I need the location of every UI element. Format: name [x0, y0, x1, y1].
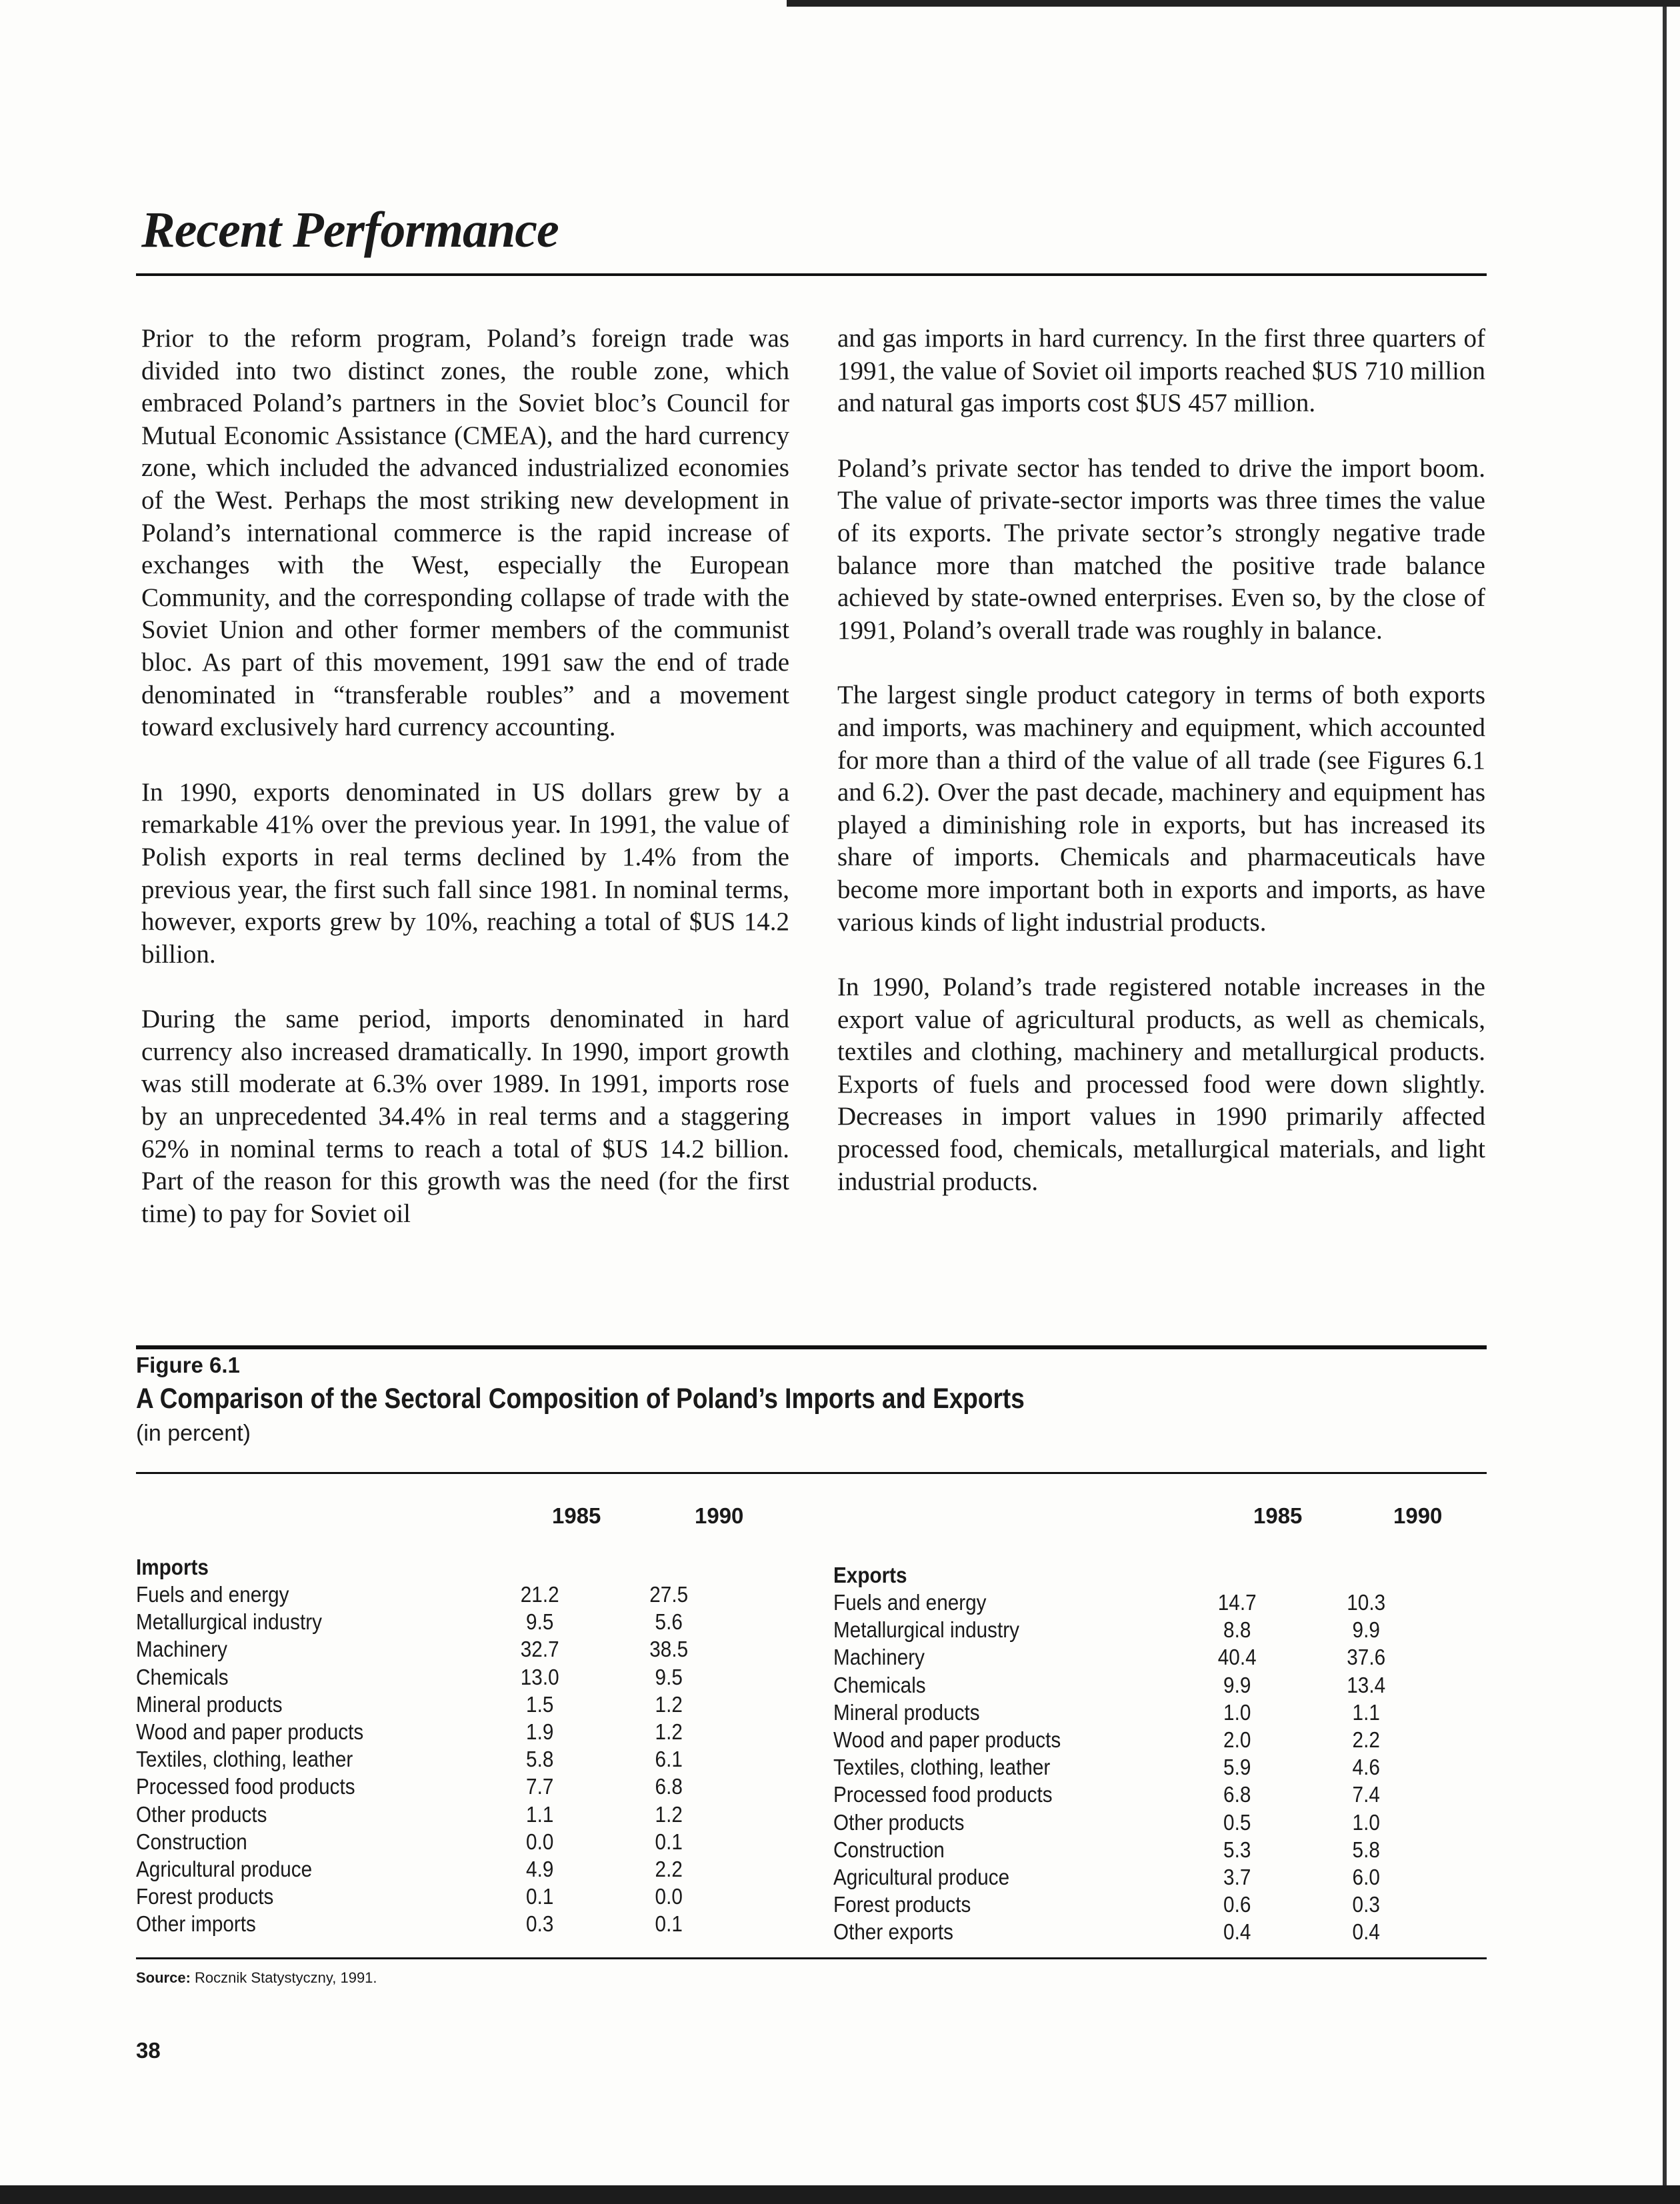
value-1990-cell: 1.2: [655, 1719, 683, 1744]
imports-table-row: [136, 1663, 683, 1691]
category-cell: Metallurgical industry: [136, 1609, 322, 1635]
exports-year-header-1990: 1990: [1393, 1503, 1443, 1528]
imports-table-row: [136, 1718, 683, 1745]
value-1990-cell: 0.3: [1352, 1892, 1380, 1917]
value-1985-cell: 3.7: [1223, 1865, 1251, 1889]
paragraph: and gas imports in hard currency. In the first three quarters of 1991, the value of Soviet oil imports reached $US 710 million and natural gas imports cost $US 457 million.: [837, 324, 1485, 418]
imports-table-row: [136, 1691, 683, 1718]
value-1985-cell: 1.1: [526, 1801, 554, 1827]
value-1990-cell: 4.6: [1352, 1755, 1380, 1780]
value-1990-cell: 5.6: [655, 1609, 683, 1635]
imports-heading-row: [136, 1553, 676, 1581]
exports-table-row: [833, 1753, 1380, 1781]
section-title: Recent Performance: [141, 202, 559, 258]
paragraph: In 1990, exports denominated in US dollars grew by a remarkable 41% over the previous year. In 1991, the value of Polish exports in real terms declined by 1.4% from the previous year, the first such fall since 1981. In nominal terms, however, exports grew by 10%, reaching a total of $US 14.2 billion.: [141, 777, 789, 969]
source-label: Source:: [136, 1969, 191, 1986]
exports-table-row: [833, 1891, 1380, 1918]
value-1985-cell: 5.3: [1223, 1837, 1251, 1862]
figure-subtitle: (in percent): [136, 1421, 251, 1446]
imports-table-row: [136, 1883, 683, 1910]
category-cell: Textiles, clothing, leather: [136, 1747, 353, 1772]
value-1990-cell: 1.2: [655, 1691, 683, 1717]
value-1985-cell: 32.7: [520, 1637, 559, 1662]
value-1990-cell: 1.0: [1352, 1809, 1380, 1835]
imports-table-row: [136, 1855, 683, 1883]
value-1985-cell: 2.0: [1223, 1727, 1251, 1752]
source-text: Rocznik Statystyczny, 1991.: [195, 1969, 377, 1986]
category-cell: Processed food products: [136, 1774, 355, 1799]
scan-edge-bottom: [0, 2185, 1680, 2204]
value-1985-cell: 0.6: [1223, 1892, 1251, 1917]
imports-table-row: [136, 1910, 683, 1937]
value-1985-cell: 1.0: [1223, 1699, 1251, 1725]
figure-label: Figure 6.1: [136, 1353, 240, 1377]
paragraph: The largest single product category in terms of both exports and imports, was machinery and equipment, which accounted for more than a third of the value of all trade (see Figures 6.1 and 6.2). Over the past decade, machinery and equipment has played a diminishing role in exports, but has increased its share of imports. Chemicals and pharmaceuticals have become more important both in exports and imports, as have various kinds of light industrial products.: [837, 681, 1485, 937]
value-1990-cell: 2.2: [655, 1857, 683, 1881]
value-1985-cell: 0.1: [526, 1884, 554, 1909]
category-cell: Other products: [833, 1809, 965, 1835]
value-1985-cell: 0.4: [1223, 1919, 1251, 1945]
category-cell: Agricultural produce: [136, 1857, 313, 1881]
category-cell: Other imports: [136, 1911, 256, 1937]
exports-heading: Exports: [833, 1563, 907, 1587]
exports-table-row: [833, 1699, 1380, 1726]
imports-table-row: [136, 1828, 683, 1855]
value-1990-cell: 2.2: [1352, 1727, 1380, 1752]
category-cell: Agricultural produce: [833, 1865, 1010, 1889]
value-1985-cell: 4.9: [526, 1857, 554, 1881]
value-1990-cell: 10.3: [1347, 1590, 1386, 1615]
exports-table-row: [833, 1589, 1386, 1616]
category-cell: Forest products: [136, 1884, 274, 1909]
category-cell: Processed food products: [833, 1782, 1053, 1807]
value-1990-cell: 38.5: [649, 1637, 689, 1662]
category-cell: Textiles, clothing, leather: [833, 1755, 1051, 1780]
imports-table-row: [136, 1801, 683, 1828]
imports-table-row: [136, 1581, 689, 1608]
exports-table-row: [833, 1616, 1380, 1643]
exports-table-row: [833, 1643, 1386, 1671]
imports-table-row: [136, 1745, 683, 1773]
value-1990-cell: 0.1: [655, 1911, 683, 1937]
value-1990-cell: 6.8: [655, 1774, 683, 1799]
scan-edge-top: [787, 0, 1680, 7]
exports-table-row: [833, 1809, 1380, 1836]
category-cell: Mineral products: [833, 1699, 980, 1725]
category-cell: Machinery: [833, 1645, 925, 1670]
category-cell: Fuels and energy: [136, 1582, 289, 1607]
category-cell: Mineral products: [136, 1691, 283, 1717]
exports-table-row: [833, 1726, 1380, 1753]
value-1990-cell: 5.8: [1352, 1837, 1380, 1862]
value-1985-cell: 0.3: [526, 1911, 554, 1937]
value-1990-cell: 27.5: [649, 1582, 689, 1607]
category-cell: Fuels and energy: [833, 1590, 987, 1615]
value-1990-cell: 0.0: [655, 1884, 683, 1909]
value-1990-cell: 7.4: [1352, 1782, 1380, 1807]
value-1985-cell: 9.5: [526, 1609, 554, 1635]
page-number: 38: [136, 2038, 161, 2063]
value-1990-cell: 9.5: [655, 1664, 683, 1689]
value-1990-cell: 6.1: [655, 1747, 683, 1772]
value-1990-cell: 37.6: [1347, 1645, 1386, 1670]
category-cell: Other products: [136, 1801, 267, 1827]
category-cell: Chemicals: [136, 1664, 229, 1689]
paragraph: Poland’s private sector has tended to drive the import boom. The value of private-sector imports was three times the value of its exports. The private sector’s strongly negative trade balance more than matched the positive trade balance achieved by state-owned enterprises. Even so, by the close of 1991, Poland’s overall trade was roughly in balance.: [837, 453, 1485, 645]
category-cell: Wood and paper products: [833, 1727, 1061, 1752]
value-1990-cell: 6.0: [1352, 1865, 1380, 1889]
figure-source: [136, 1968, 377, 1988]
value-1990-cell: 9.9: [1352, 1617, 1380, 1643]
imports-table-row: [136, 1773, 683, 1800]
category-cell: Construction: [833, 1837, 945, 1862]
exports-heading-row: [833, 1561, 1373, 1589]
exports-table-row: [833, 1863, 1380, 1891]
imports-table-row: [136, 1635, 689, 1663]
imports-heading: Imports: [136, 1555, 209, 1579]
paragraph: In 1990, Poland’s trade registered notable increases in the export value of agricultural products, as well as chemicals, textiles and clothing, machinery and metallurgical products. Exports of fuels and processed food were down slightly. Decreases in import values in 1990 primarily affected processed food, chemicals, metallurgical materials, and light industrial products.: [837, 973, 1485, 1196]
value-1985-cell: 13.0: [520, 1664, 559, 1689]
category-cell: Chemicals: [833, 1672, 926, 1697]
category-cell: Machinery: [136, 1637, 228, 1662]
value-1990-cell: 13.4: [1347, 1672, 1386, 1697]
exports-year-header-1985: 1985: [1253, 1503, 1303, 1528]
value-1985-cell: 21.2: [520, 1582, 559, 1607]
imports-year-header-1990: 1990: [695, 1503, 744, 1528]
value-1985-cell: 14.7: [1217, 1590, 1257, 1615]
value-1985-cell: 1.9: [526, 1719, 554, 1744]
value-1985-cell: 5.9: [1223, 1755, 1251, 1780]
value-1990-cell: 1.1: [1352, 1699, 1380, 1725]
table-top-rule: [136, 1472, 1487, 1474]
right-text-column: [837, 323, 1485, 1231]
value-1985-cell: 5.8: [526, 1747, 554, 1772]
category-cell: Wood and paper products: [136, 1719, 364, 1744]
figure-top-rule: [136, 1345, 1487, 1349]
value-1990-cell: 1.2: [655, 1801, 683, 1827]
category-cell: Forest products: [833, 1892, 971, 1917]
value-1985-cell: 0.5: [1223, 1809, 1251, 1835]
value-1990-cell: 0.1: [655, 1829, 683, 1854]
value-1985-cell: 1.5: [526, 1691, 554, 1717]
paragraph: During the same period, imports denominated in hard currency also increased dramatically. In 1990, import growth was still moderate at 6.3% over 1989. In 1991, imports rose by an unprecedented 34.4% in real terms and a staggering 62% in nominal terms to reach a total of $US 14.2 billion. Part of the reason for this growth was the need (for the first time) to pay for Soviet oil: [141, 1005, 789, 1228]
exports-table-row: [833, 1836, 1380, 1863]
value-1985-cell: 8.8: [1223, 1617, 1251, 1643]
exports-table-row: [833, 1918, 1380, 1945]
scan-edge-right: [1663, 7, 1667, 2204]
imports-table-row: [136, 1608, 683, 1635]
category-cell: Other exports: [833, 1919, 953, 1945]
paragraph: Prior to the reform program, Poland’s foreign trade was divided into two distinct zones, the rouble zone, which embraced Poland’s partners in the Soviet bloc’s Council for Mutual Economic Assistance (CMEA), and the hard currency zone, which included the advanced industrialized economies of the West. Perhaps the most striking new development in Poland’s international commerce is the rapid increase of exchanges with the West, especially the European Community, and the corresponding collapse of trade with the Soviet Union and other former members of the communist bloc. As part of this movement, 1991 saw the end of trade denominated in “transferable roubles” and a movement toward exclusively hard currency accounting.: [141, 324, 789, 742]
value-1985-cell: 0.0: [526, 1829, 554, 1854]
left-text-column: [141, 323, 789, 1263]
figure-title: A Comparison of the Sectoral Composition of Poland’s Imports and Exports: [136, 1383, 1025, 1415]
value-1985-cell: 7.7: [526, 1774, 554, 1799]
category-cell: Construction: [136, 1829, 247, 1854]
imports-year-header-1985: 1985: [552, 1503, 601, 1528]
value-1990-cell: 0.4: [1352, 1919, 1380, 1945]
table-bottom-rule: [136, 1957, 1487, 1959]
exports-table-row: [833, 1781, 1380, 1808]
value-1985-cell: 40.4: [1217, 1645, 1257, 1670]
category-cell: Metallurgical industry: [833, 1617, 1019, 1643]
value-1985-cell: 6.8: [1223, 1782, 1251, 1807]
value-1985-cell: 9.9: [1223, 1672, 1251, 1697]
exports-table-row: [833, 1671, 1386, 1699]
title-rule: [136, 273, 1487, 276]
